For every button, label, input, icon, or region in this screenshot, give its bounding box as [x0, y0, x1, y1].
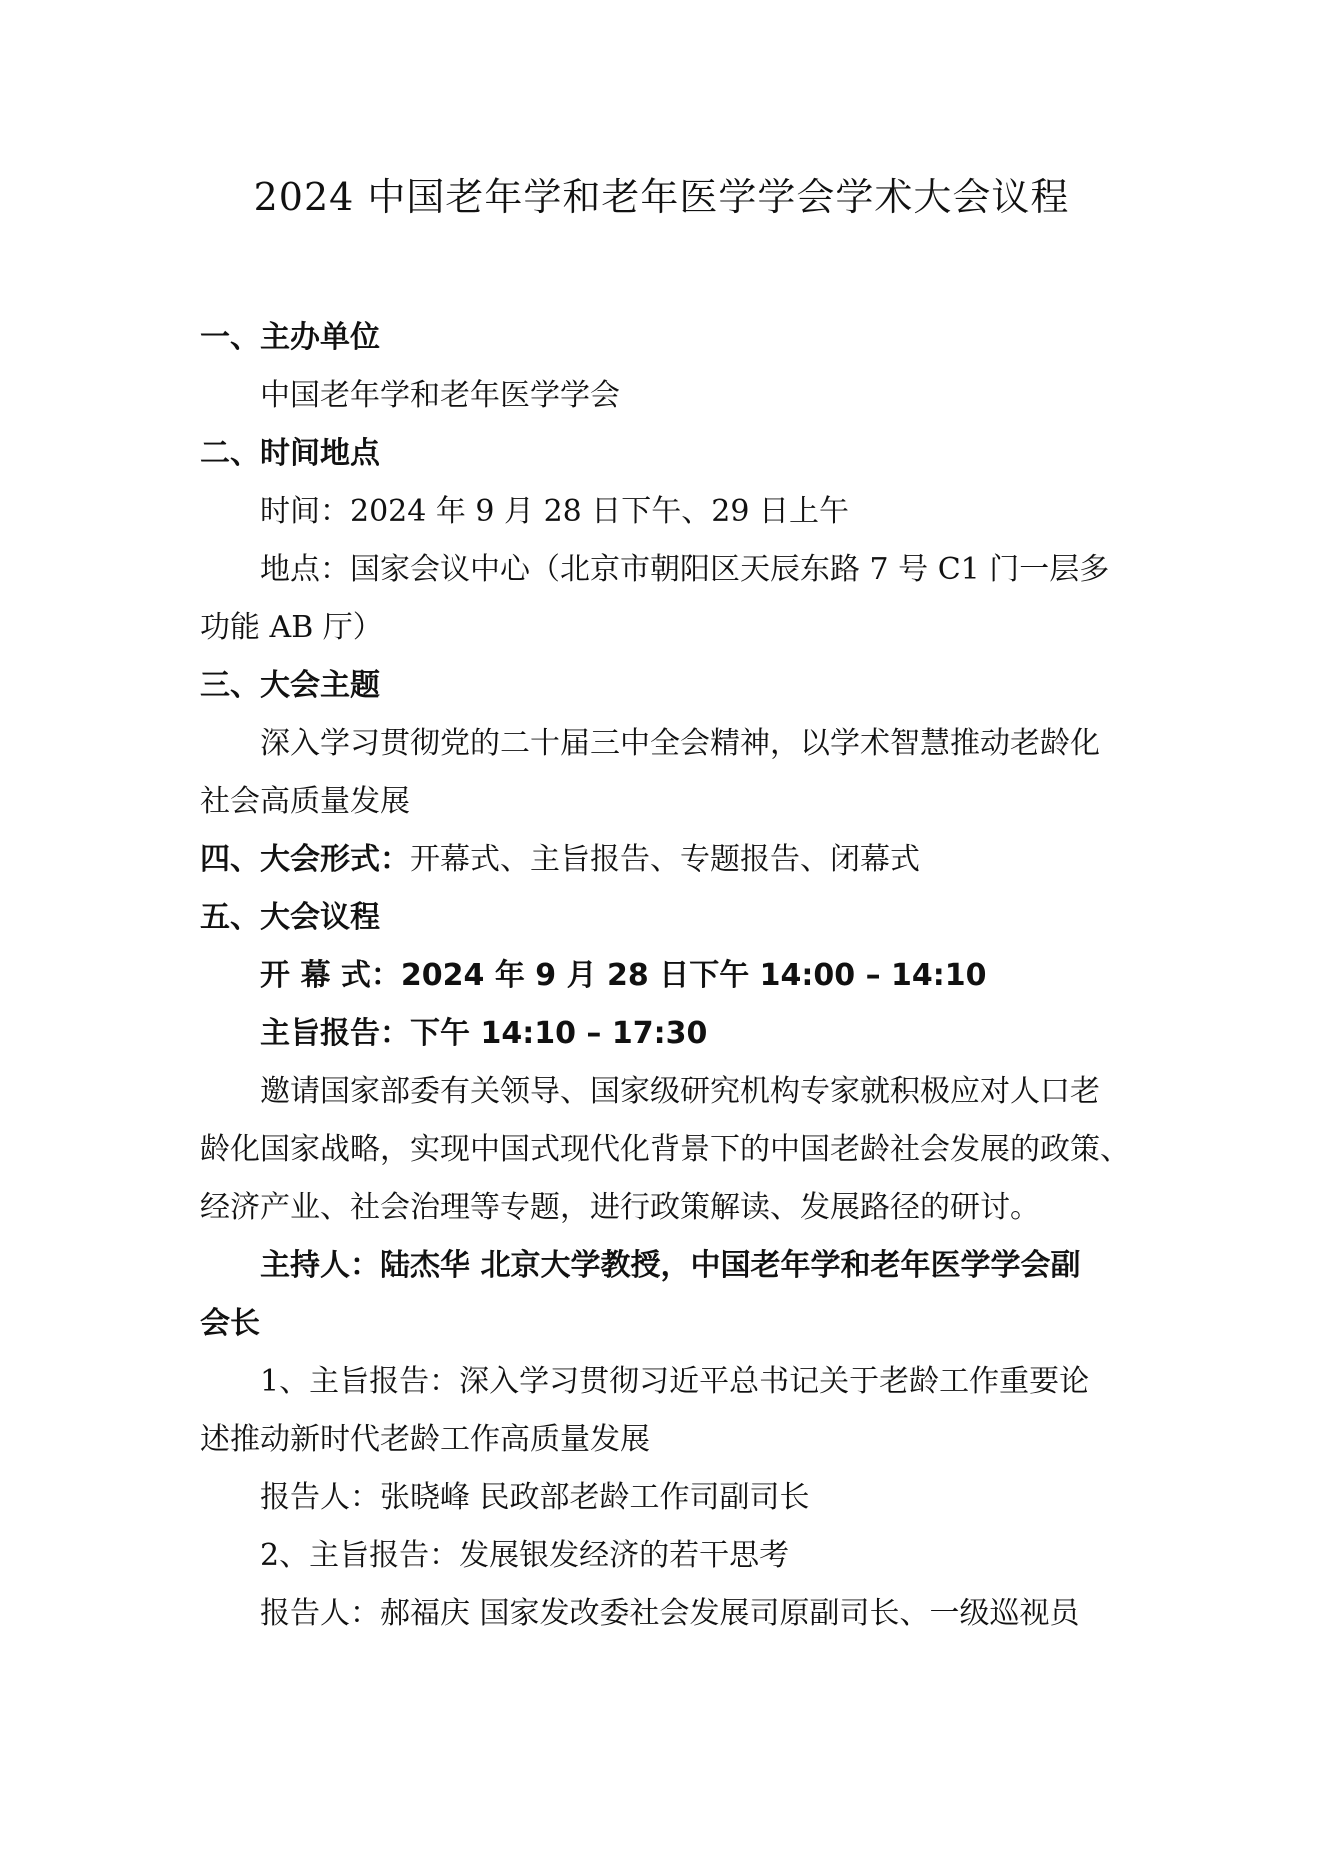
place-text-line1: 地点：国家会议中心（北京市朝阳区天辰东路 7 号 C1 门一层多: [260, 552, 1110, 587]
keynote-time: 主旨报告：下午 14:10 – 17:30: [260, 1016, 708, 1051]
section-heading-organizer: 一、主办单位: [200, 320, 380, 355]
report1-title-line1: 1、主旨报告：深入学习贯彻习近平总书记关于老龄工作重要论: [260, 1364, 1090, 1399]
keynote-desc-line2: 龄化国家战略，实现中国式现代化背景下的中国老龄社会发展的政策、: [200, 1132, 1130, 1167]
keynote-desc-line3: 经济产业、社会治理等专题，进行政策解读、发展路径的研讨。: [200, 1190, 1040, 1225]
section-heading-format: 四、大会形式：: [200, 842, 410, 877]
report1-speaker: 报告人：张晓峰 民政部老龄工作司副司长: [260, 1480, 810, 1515]
document-title: 2024 中国老年学和老年医学学会学术大会议程: [253, 175, 1070, 219]
format-text: 开幕式、主旨报告、专题报告、闭幕式: [410, 842, 920, 877]
opening-ceremony-time: 开 幕 式：2024 年 9 月 28 日下午 14:00 – 14:10: [260, 958, 987, 993]
report1-title-line2: 述推动新时代老龄工作高质量发展: [200, 1422, 650, 1457]
report2-title: 2、主旨报告：发展银发经济的若干思考: [260, 1538, 790, 1573]
format-line: [200, 840, 920, 880]
report2-speaker: 报告人：郝福庆 国家发改委社会发展司原副司长、一级巡视员: [260, 1596, 1080, 1631]
theme-text-line1: 深入学习贯彻党的二十届三中全会精神，以学术智慧推动老龄化: [260, 726, 1100, 761]
host-line2: 会长: [200, 1306, 260, 1341]
time-text: 时间：2024 年 9 月 28 日下午、29 日上午: [260, 494, 849, 529]
section-heading-time-place: 二、时间地点: [200, 436, 380, 471]
theme-text-line2: 社会高质量发展: [200, 784, 410, 819]
section-heading-agenda: 五、大会议程: [200, 900, 380, 935]
keynote-desc-line1: 邀请国家部委有关领导、国家级研究机构专家就积极应对人口老: [260, 1074, 1100, 1109]
section-heading-theme: 三、大会主题: [200, 668, 380, 703]
organizer-text: 中国老年学和老年医学学会: [260, 378, 620, 413]
place-text-line2: 功能 AB 厅）: [200, 610, 383, 645]
host-line1: 主持人：陆杰华 北京大学教授，中国老年学和老年医学学会副: [260, 1248, 1081, 1283]
